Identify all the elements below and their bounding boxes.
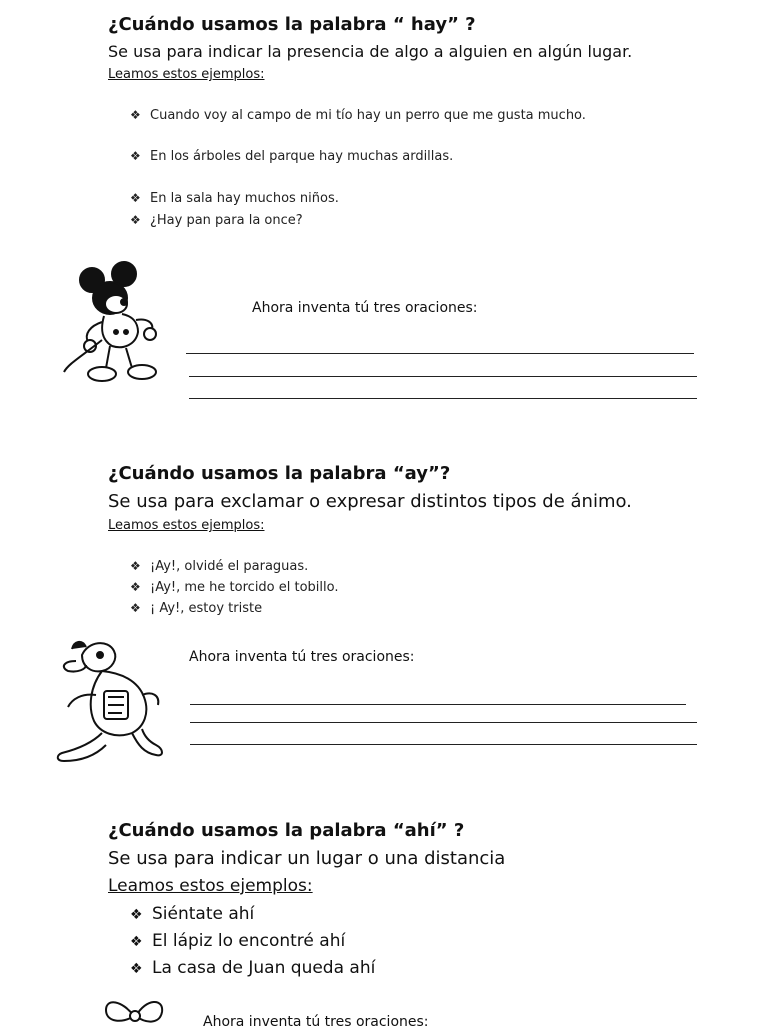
answer-line[interactable] <box>190 722 697 723</box>
bullet-icon: ❖ <box>130 907 143 923</box>
list-item: ❖ Cuando voy al campo de mi tío hay un perro que me gusta mucho. <box>130 108 586 123</box>
list-item: ❖ En los árboles del parque hay muchas ardillas. <box>130 149 454 164</box>
section-hay-title: ¿Cuándo usamos la palabra “ hay” ? <box>108 14 476 35</box>
bullet-icon: ❖ <box>130 580 141 594</box>
bullet-icon: ❖ <box>130 934 143 950</box>
daisy-bow-icon <box>100 994 170 1034</box>
section-ahi-prompt: Ahora inventa tú tres oraciones: <box>203 1014 429 1030</box>
answer-line[interactable] <box>190 704 686 705</box>
section-ahi-examples-heading: Leamos estos ejemplos: <box>108 876 313 896</box>
donald-duck-icon <box>52 635 167 765</box>
bullet-icon: ❖ <box>130 961 143 977</box>
list-item: ❖ ¡Ay!, me he torcido el tobillo. <box>130 580 339 595</box>
list-item: ❖ En la sala hay muchos niños. <box>130 191 339 206</box>
bullet-icon: ❖ <box>130 601 141 615</box>
answer-line[interactable] <box>186 353 694 354</box>
section-ay-intro: Se usa para exclamar o expresar distintos tipos de ánimo. <box>108 491 632 512</box>
section-hay-examples-heading: Leamos estos ejemplos: <box>108 67 265 82</box>
list-item: ❖ ¡Ay!, olvidé el paraguas. <box>130 559 309 574</box>
bullet-icon: ❖ <box>130 108 141 122</box>
list-item: ❖ ¿Hay pan para la once? <box>130 213 303 228</box>
list-item: ❖ La casa de Juan queda ahí <box>130 958 376 978</box>
section-ahi-title: ¿Cuándo usamos la palabra “ahí” ? <box>108 820 465 841</box>
list-item: ❖ ¡ Ay!, estoy triste <box>130 601 263 616</box>
answer-line[interactable] <box>189 398 697 399</box>
section-ay-examples-heading: Leamos estos ejemplos: <box>108 518 265 533</box>
bullet-icon: ❖ <box>130 559 141 573</box>
bullet-icon: ❖ <box>130 213 141 227</box>
section-hay-prompt: Ahora inventa tú tres oraciones: <box>252 300 478 316</box>
section-ahi-intro: Se usa para indicar un lugar o una distancia <box>108 848 506 869</box>
bullet-icon: ❖ <box>130 191 141 205</box>
section-hay-intro: Se usa para indicar la presencia de algo a alguien en algún lugar. <box>108 42 633 61</box>
mickey-mouse-icon <box>62 260 182 390</box>
section-ay-prompt: Ahora inventa tú tres oraciones: <box>189 649 415 665</box>
section-ay-title: ¿Cuándo usamos la palabra “ay”? <box>108 463 451 484</box>
list-item: ❖ Siéntate ahí <box>130 904 255 924</box>
answer-line[interactable] <box>190 744 697 745</box>
bullet-icon: ❖ <box>130 149 141 163</box>
list-item: ❖ El lápiz lo encontré ahí <box>130 931 346 951</box>
answer-line[interactable] <box>189 376 697 377</box>
